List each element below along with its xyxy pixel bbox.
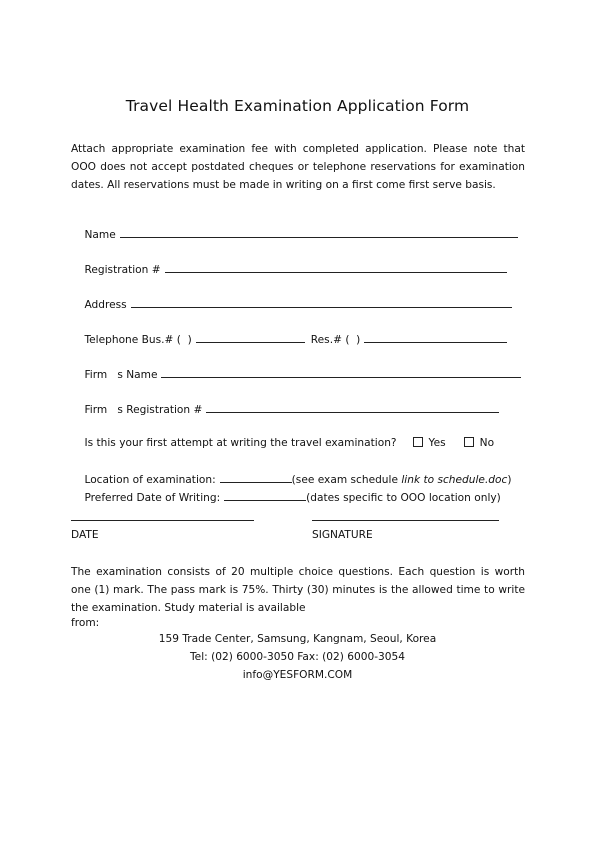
address-label: Address <box>84 299 127 311</box>
no-checkbox[interactable] <box>464 437 474 447</box>
registration-input-line[interactable] <box>165 261 507 273</box>
signature-caption: SIGNATURE <box>312 529 373 541</box>
first-attempt-question: Is this your first attempt at writing the travel examination? <box>84 437 397 449</box>
date-signature-line[interactable] <box>71 519 254 521</box>
contact-address: 159 Trade Center, Samsung, Kangnam, Seoul, Korea <box>158 633 437 645</box>
firm-name-label: Firm s Name <box>84 369 158 381</box>
preferred-date-input-line[interactable] <box>224 489 306 501</box>
preferred-date-note: (dates specific to OOO location only) <box>306 492 501 504</box>
yes-checkbox[interactable] <box>413 437 423 447</box>
firm-name-input-line[interactable] <box>161 366 521 378</box>
contact-phone: Tel: (02) 6000-3050 Fax: (02) 6000-3054 <box>190 651 405 663</box>
schedule-link[interactable]: link to schedule.doc <box>401 474 508 486</box>
telephone-res-input-line[interactable] <box>364 331 507 343</box>
telephone-res-label: Res.# ( ) <box>310 334 361 346</box>
address-input-line[interactable] <box>131 296 512 308</box>
signature-line[interactable] <box>312 519 499 521</box>
closing-paragraph: The examination consists of 20 multiple choice questions. Each question is worth one (1) mark. The pass mark is 75%. Thirty (30) minutes is the allowed time to write the examination. Study material is available <box>71 566 525 614</box>
location-note-prefix: (see exam schedule <box>291 474 402 486</box>
form-title: Travel Health Examination Application Form <box>125 97 470 115</box>
firm-registration-input-line[interactable] <box>206 401 499 413</box>
yes-label: Yes <box>428 437 446 449</box>
preferred-date-label: Preferred Date of Writing: <box>84 492 221 504</box>
location-note-suffix: ) <box>507 474 512 486</box>
contact-email[interactable]: info@YESFORM.COM <box>242 669 353 681</box>
preferred-date-field-row <box>71 475 501 519</box>
name-label: Name <box>84 229 116 241</box>
registration-label: Registration # <box>84 264 161 276</box>
telephone-bus-label: Telephone Bus.# ( ) <box>84 334 192 346</box>
name-input-line[interactable] <box>120 226 518 238</box>
intro-paragraph: Attach appropriate examination fee with completed application. Please note that OOO does not accept postdated cheques or telephone reservations for examination dates. All reservations must be made in writing on a first come first serve basis. <box>71 143 525 191</box>
location-label: Location of examination: <box>84 474 216 486</box>
date-caption: DATE <box>71 529 99 541</box>
no-label: No <box>479 437 495 449</box>
firm-registration-label: Firm s Registration # <box>84 404 203 416</box>
from-label: from: <box>71 617 100 629</box>
telephone-bus-input-line[interactable] <box>196 331 305 343</box>
